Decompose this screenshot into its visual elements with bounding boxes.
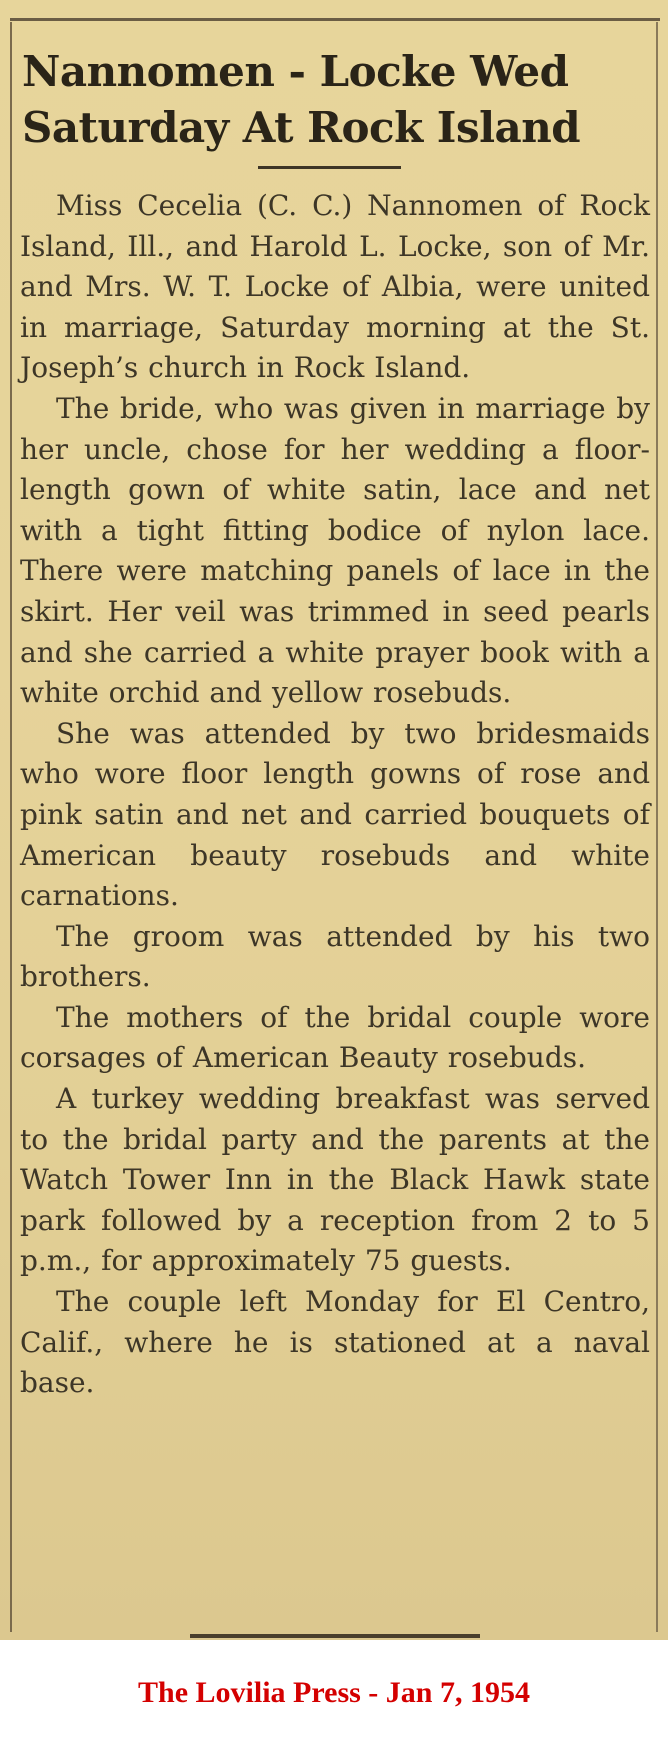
left-column-rule [10,22,12,1632]
article-paragraph: The bride, who was given in marriage by her uncle, chose for her wedding a floor-length gown of white satin, lace and net with a tight fitting bodice of nylon lace. There were matching panels of lace in the skirt. Her veil was trimmed in seed pearls and she carried a white prayer book with a white orchid and yellow rosebuds. [20,391,650,710]
article-paragraph: The groom was attended by his two brothers. [20,919,650,994]
article-paragraph: The couple left Monday for El Centro, Calif., where he is stationed at a naval base. [20,1285,650,1400]
article-paragraph: Miss Cecelia (C. C.) Nannomen of Rock Island, Ill., and Harold L. Locke, son of Mr. and Mrs. W. T. Locke of Albia, were united in marriage, Saturday morning at the St. Joseph’s church in Rock Island. [20,189,650,385]
headline-line-1: Nannomen - Locke Wed [22,47,569,96]
article-body [20,186,650,1404]
bottom-divider [190,1634,480,1638]
source-caption: The Lovilia Press - Jan 7, 1954 [138,1676,530,1709]
top-border-rule [10,18,660,21]
article-paragraph: A turkey wedding breakfast was served to the bridal party and the parents at the Watch Tower Inn in the Black Hawk state park followed by a reception from 2 to 5 p.m., for approximately 75 guests. [20,1082,650,1278]
right-column-rule [656,22,658,1632]
article-paragraph: She was attended by two bridesmaids who wore floor length gowns of rose and pink satin and net and carried bouquets of American beauty rosebuds and white carnations. [20,716,650,913]
article-headline [22,44,652,156]
headline-divider [258,166,401,169]
headline-line-2: Saturday At Rock Island [22,103,581,152]
article-paragraph: The mothers of the bridal couple wore corsages of American Beauty rosebuds. [20,1000,650,1075]
